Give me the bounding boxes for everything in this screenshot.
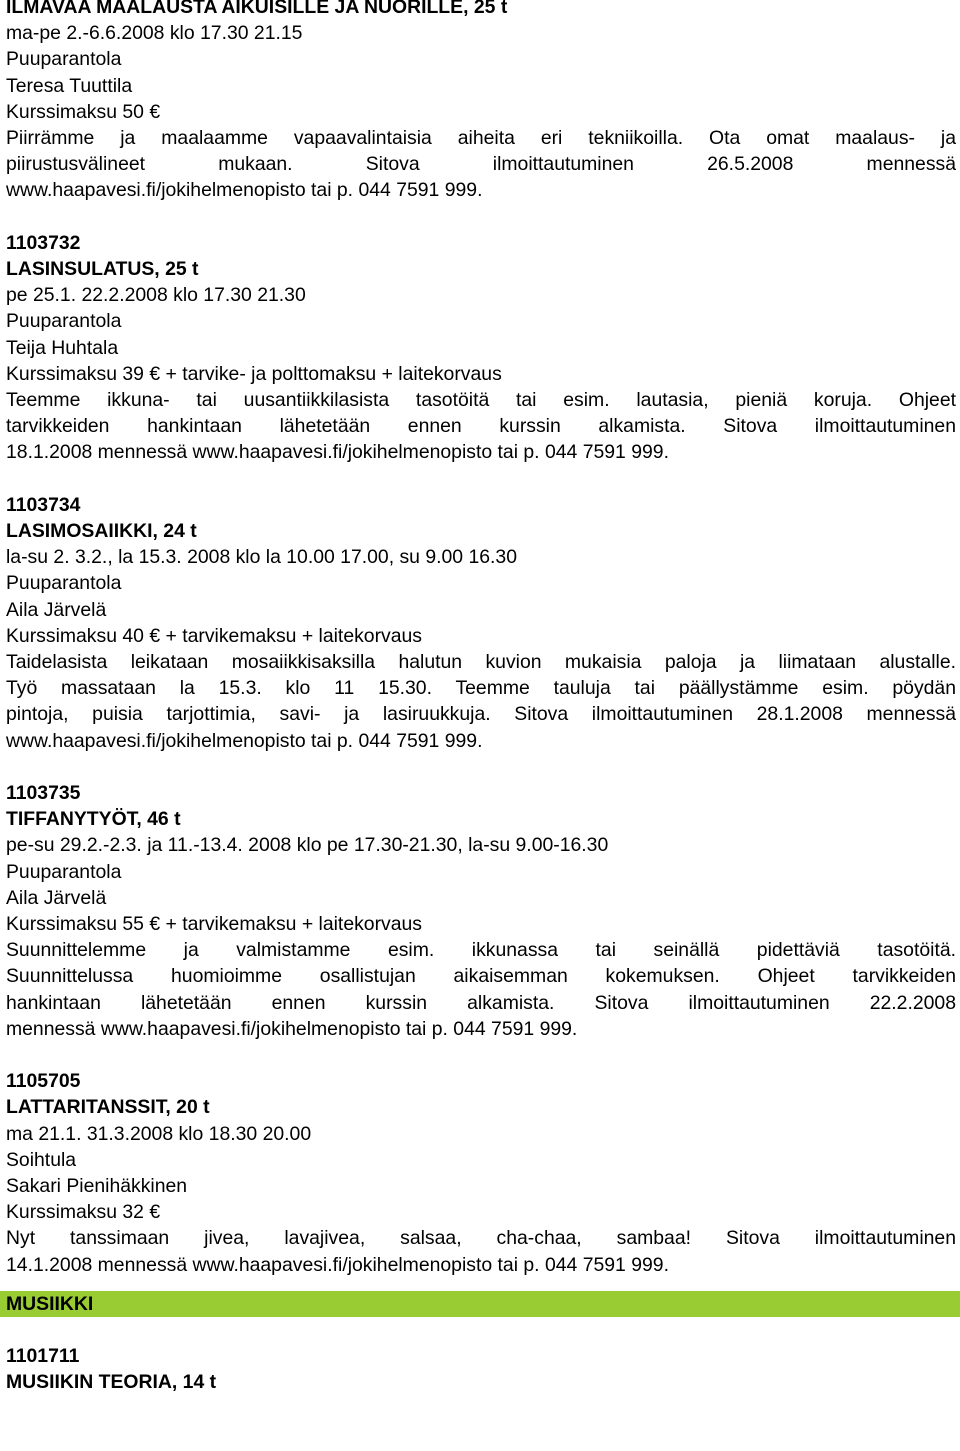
course-description-last-line: 18.1.2008 mennessä www.haapavesi.fi/jokihelmenopisto tai p. 044 7591 999. [6, 441, 669, 464]
course-description-line: Suunnittelussa huomioimme osallistujan aikaisemman kokemuksen. Ohjeet tarvikkeiden [6, 965, 956, 988]
course-description-line: tarvikkeiden hankintaan lähetetään ennen kurssin alkamista. Sitova ilmoittautuminen [6, 415, 956, 438]
course-description-last-line: www.haapavesi.fi/jokihelmenopisto tai p. 044 7591 999. [6, 729, 483, 752]
course-block [6, 1068, 956, 1278]
course-date: pe 25.1. 22.2.2008 klo 17.30 21.30 [6, 284, 306, 307]
course-description-line: pintoja, puisia tarjottimia, savi- ja lasiruukkuja. Sitova ilmoittautuminen 28.1.2008 mennessä [6, 703, 956, 726]
section-heading: MUSIIKKI [0, 1291, 960, 1317]
course-place: Puuparantola [6, 572, 122, 595]
course-date: pe-su 29.2.-2.3. ja 11.-13.4. 2008 klo pe 17.30-21.30, la-su 9.00-16.30 [6, 834, 609, 857]
course-place: Puuparantola [6, 48, 122, 71]
course-description-line: Teemme ikkuna- tai uusantiikkilasista tasotöitä tai esim. lautasia, pieniä koruja. Ohjeet [6, 389, 956, 412]
course-teacher: Aila Järvelä [6, 886, 107, 909]
course-description-last-line: www.haapavesi.fi/jokihelmenopisto tai p. 044 7591 999. [6, 179, 483, 202]
course-title: LATTARITANSSIT, 20 t [6, 1096, 210, 1119]
course-code: 1105705 [6, 1070, 81, 1093]
course-description-line: Nyt tanssimaan jivea, lavajivea, salsaa, cha-chaa, sambaa! Sitova ilmoittautuminen [6, 1227, 956, 1250]
course-title: LASIMOSAIIKKI, 24 t [6, 520, 197, 543]
course-code: 1103735 [6, 782, 81, 805]
course-code: 1101711 [6, 1345, 80, 1368]
document-page [6, 0, 956, 1395]
course-description-last-line: 14.1.2008 mennessä www.haapavesi.fi/jokihelmenopisto tai p. 044 7591 999. [6, 1253, 669, 1276]
course-place: Puuparantola [6, 310, 122, 333]
course-fee: Kurssimaksu 40 € + tarvikemaksu + laitekorvaus [6, 624, 422, 647]
course-description-last-line: mennessä www.haapavesi.fi/jokihelmenopisto tai p. 044 7591 999. [6, 1017, 578, 1040]
course-fee: Kurssimaksu 32 € [6, 1201, 161, 1224]
course-description-line: piirustusvälineet mukaan. Sitova ilmoittautuminen 26.5.2008 mennessä [6, 153, 956, 176]
course-block [6, 0, 956, 204]
course-place: Soihtula [6, 1148, 77, 1171]
course-description-line: Piirrämme ja maalaamme vapaavalintaisia aiheita eri tekniikoilla. Ota omat maalaus- ja [6, 127, 956, 150]
course-fee: Kurssimaksu 55 € + tarvikemaksu + laitekorvaus [6, 913, 422, 936]
course-block [6, 1343, 956, 1395]
course-teacher: Teija Huhtala [6, 336, 119, 359]
course-teacher: Sakari Pienihäkkinen [6, 1175, 188, 1198]
course-description-line: hankintaan lähetetään ennen kurssin alkamista. Sitova ilmoittautuminen 22.2.2008 [6, 991, 956, 1014]
course-code: 1103734 [6, 493, 81, 516]
course-description-line: Suunnittelemme ja valmistamme esim. ikkunassa tai seinällä pidettäviä tasotöitä. [6, 939, 956, 962]
course-teacher: Aila Järvelä [6, 598, 107, 621]
course-place: Puuparantola [6, 860, 122, 883]
course-fee: Kurssimaksu 50 € [6, 100, 161, 123]
course-teacher: Teresa Tuuttila [6, 74, 133, 97]
course-title: ILMAVAA MAALAUSTA AIKUISILLE JA NUORILLE, 25 t [6, 0, 508, 18]
course-fee: Kurssimaksu 39 € + tarvike- ja polttomaksu + laitekorvaus [6, 362, 502, 385]
course-date: la-su 2. 3.2., la 15.3. 2008 klo la 10.00 17.00, su 9.00 16.30 [6, 546, 517, 569]
course-date: ma 21.1. 31.3.2008 klo 18.30 20.00 [6, 1122, 312, 1145]
course-block [6, 230, 956, 466]
course-description-line: Taidelasista leikataan mosaiikkisaksilla halutun kuvion mukaisia paloja ja liimataan alustalle. [6, 651, 956, 674]
course-date: ma-pe 2.-6.6.2008 klo 17.30 21.15 [6, 22, 303, 45]
course-description-line: Työ massataan la 15.3. klo 11 15.30. Teemme tauluja tai päällystämme esim. pöydän [6, 677, 956, 700]
course-title: LASINSULATUS, 25 t [6, 258, 199, 281]
course-title: MUSIIKIN TEORIA, 14 t [6, 1371, 217, 1394]
course-title: TIFFANYTYÖT, 46 t [6, 808, 181, 831]
course-block [6, 780, 956, 1042]
course-block [6, 492, 956, 754]
course-code: 1103732 [6, 231, 81, 254]
